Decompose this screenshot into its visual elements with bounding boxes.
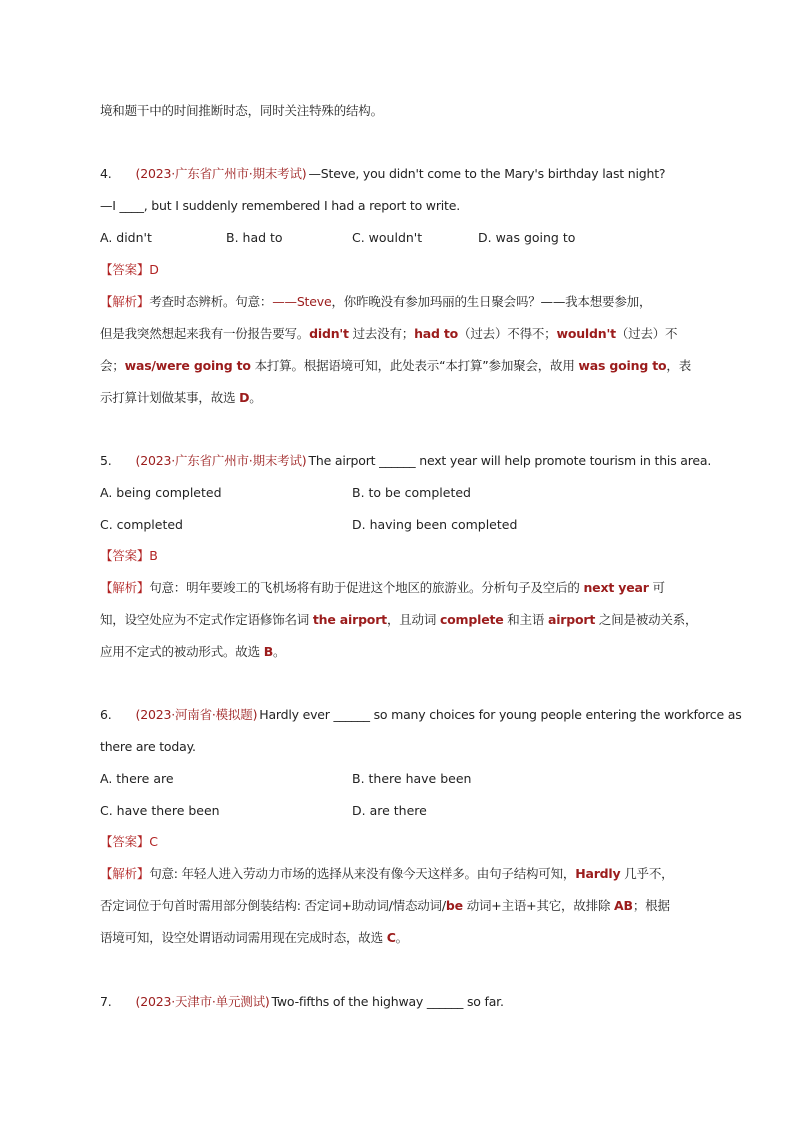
analysis-highlight: AB bbox=[614, 898, 633, 913]
answer-value: D bbox=[149, 262, 159, 277]
question-stem-line: Two-fifths of the highway ______ so far. bbox=[271, 994, 504, 1009]
analysis-highlight: D bbox=[239, 390, 250, 405]
analysis-line bbox=[100, 578, 730, 598]
analysis-highlight: wouldn't bbox=[556, 326, 616, 341]
analysis-highlight: complete bbox=[439, 612, 504, 627]
analysis-text: 知，设空处应为不定式作定语修饰名词 bbox=[100, 612, 313, 627]
analysis-text: ，且动词 bbox=[386, 612, 440, 627]
answer-value: C bbox=[149, 834, 158, 849]
analysis-text: 之间是被动关系， bbox=[595, 612, 698, 627]
analysis-label: 【解析】 bbox=[100, 294, 150, 309]
analysis-highlight: airport bbox=[547, 612, 596, 627]
answer-label: 【答案】 bbox=[100, 834, 150, 849]
analysis-highlight: was/were going to bbox=[124, 358, 251, 373]
question-source: (2023·天津市·单元测试) bbox=[135, 994, 270, 1009]
analysis-text: 可 bbox=[648, 580, 665, 595]
analysis-text: 动词+主语+其它，故排除 bbox=[462, 898, 615, 913]
option-b: B. to be completed bbox=[352, 485, 471, 500]
analysis-text: 几乎不， bbox=[620, 866, 674, 881]
analysis-line bbox=[100, 896, 730, 916]
question-6-stem-line2: there are today. bbox=[100, 739, 196, 754]
analysis-text: 否定词位于句首时需用部分倒装结构: 否定词+助动词/情态动词/ bbox=[100, 898, 446, 913]
analysis-highlight: C bbox=[386, 930, 396, 945]
question-number: 4. bbox=[100, 166, 112, 181]
analysis-text: 句意：明年要竣工的飞机场将有助于促进这个地区的旅游业。分析句子及空后的 bbox=[149, 580, 584, 595]
analysis-text: 。 bbox=[395, 930, 408, 945]
option-b: B. had to bbox=[226, 230, 283, 245]
analysis-line bbox=[100, 610, 730, 630]
answer-label: 【答案】 bbox=[100, 548, 150, 563]
question-source: (2023·广东省广州市·期末考试) bbox=[135, 453, 307, 468]
question-6-stem bbox=[100, 705, 742, 725]
question-5-stem bbox=[100, 451, 730, 471]
option-b: B. there have been bbox=[352, 771, 472, 786]
analysis-text: 和主语 bbox=[503, 612, 548, 627]
question-stem-line: Hardly ever ______ so many choices for young people entering the workforce as bbox=[259, 707, 742, 722]
analysis-line bbox=[100, 864, 730, 884]
question-7-stem bbox=[100, 992, 730, 1012]
analysis-text: 但是我突然想起来我有一份报告要写。 bbox=[100, 326, 310, 341]
analysis-text: 语境可知，设空处谓语动词需用现在完成时态，故选 bbox=[100, 930, 387, 945]
analysis-line bbox=[100, 928, 730, 948]
analysis-text: ，你昨晚没有参加玛丽的生日聚会吗？——我本想要参加， bbox=[331, 294, 652, 309]
analysis-line bbox=[100, 356, 730, 376]
answer-value: B bbox=[149, 548, 158, 563]
intro-text: 境和题干中的时间推断时态，同时关注特殊的结构。 bbox=[100, 103, 383, 118]
question-number: 7. bbox=[100, 994, 112, 1009]
analysis-line bbox=[100, 324, 730, 344]
analysis-highlight: next year bbox=[583, 580, 649, 595]
answer-label: 【答案】 bbox=[100, 262, 150, 277]
analysis-text: 句意: 年轻人进入劳动力市场的选择从来没有像今天这样多。由句子结构可知， bbox=[149, 866, 576, 881]
option-a: A. there are bbox=[100, 771, 174, 786]
analysis-highlight: ——Steve bbox=[272, 294, 332, 309]
question-4-stem bbox=[100, 164, 730, 184]
analysis-highlight: Hardly bbox=[575, 866, 621, 881]
question-4-stem-line2: —I ____, but I suddenly remembered I had a report to write. bbox=[100, 198, 461, 213]
analysis-line bbox=[100, 388, 730, 408]
analysis-highlight: B bbox=[263, 644, 274, 659]
analysis-highlight: be bbox=[445, 898, 463, 913]
analysis-line bbox=[100, 292, 730, 312]
analysis-text: 会； bbox=[100, 358, 125, 373]
question-number: 6. bbox=[100, 707, 112, 722]
analysis-label: 【解析】 bbox=[100, 580, 150, 595]
answer-line bbox=[100, 546, 730, 566]
analysis-text: 。 bbox=[249, 390, 262, 405]
option-c: C. have there been bbox=[100, 803, 220, 818]
answer-line bbox=[100, 832, 730, 852]
question-number: 5. bbox=[100, 453, 112, 468]
analysis-text: （过去）不 bbox=[615, 326, 678, 341]
option-a: A. being completed bbox=[100, 485, 222, 500]
option-c: C. wouldn't bbox=[352, 230, 423, 245]
analysis-text: 考查时态辨析。句意： bbox=[149, 294, 273, 309]
question-stem-line: —Steve, you didn't come to the Mary's birthday last night? bbox=[308, 166, 666, 181]
analysis-text: （过去）不得不； bbox=[458, 326, 557, 341]
analysis-highlight: didn't bbox=[309, 326, 349, 341]
analysis-line bbox=[100, 642, 730, 662]
analysis-highlight: was going to bbox=[578, 358, 667, 373]
option-a: A. didn't bbox=[100, 230, 152, 245]
analysis-label: 【解析】 bbox=[100, 866, 150, 881]
analysis-text: ；根据 bbox=[632, 898, 670, 913]
question-source: (2023·河南省·模拟题) bbox=[135, 707, 258, 722]
analysis-highlight: had to bbox=[414, 326, 459, 341]
analysis-text: 示打算计划做某事，故选 bbox=[100, 390, 240, 405]
option-d: D. are there bbox=[352, 803, 427, 818]
question-stem-line: The airport ______ next year will help promote tourism in this area. bbox=[308, 453, 712, 468]
answer-line bbox=[100, 260, 730, 280]
analysis-text: 应用不定式的被动形式。故选 bbox=[100, 644, 264, 659]
analysis-highlight: the airport bbox=[312, 612, 387, 627]
option-c: C. completed bbox=[100, 517, 183, 532]
analysis-text: 。 bbox=[273, 644, 286, 659]
analysis-text: 过去没有； bbox=[348, 326, 415, 341]
question-source: (2023·广东省广州市·期末考试) bbox=[135, 166, 307, 181]
option-d: D. having been completed bbox=[352, 517, 518, 532]
analysis-text: 本打算。根据语境可知，此处表示“本打算”参加聚会，故用 bbox=[250, 358, 579, 373]
analysis-text: ，表 bbox=[666, 358, 691, 373]
option-d: D. was going to bbox=[478, 230, 576, 245]
